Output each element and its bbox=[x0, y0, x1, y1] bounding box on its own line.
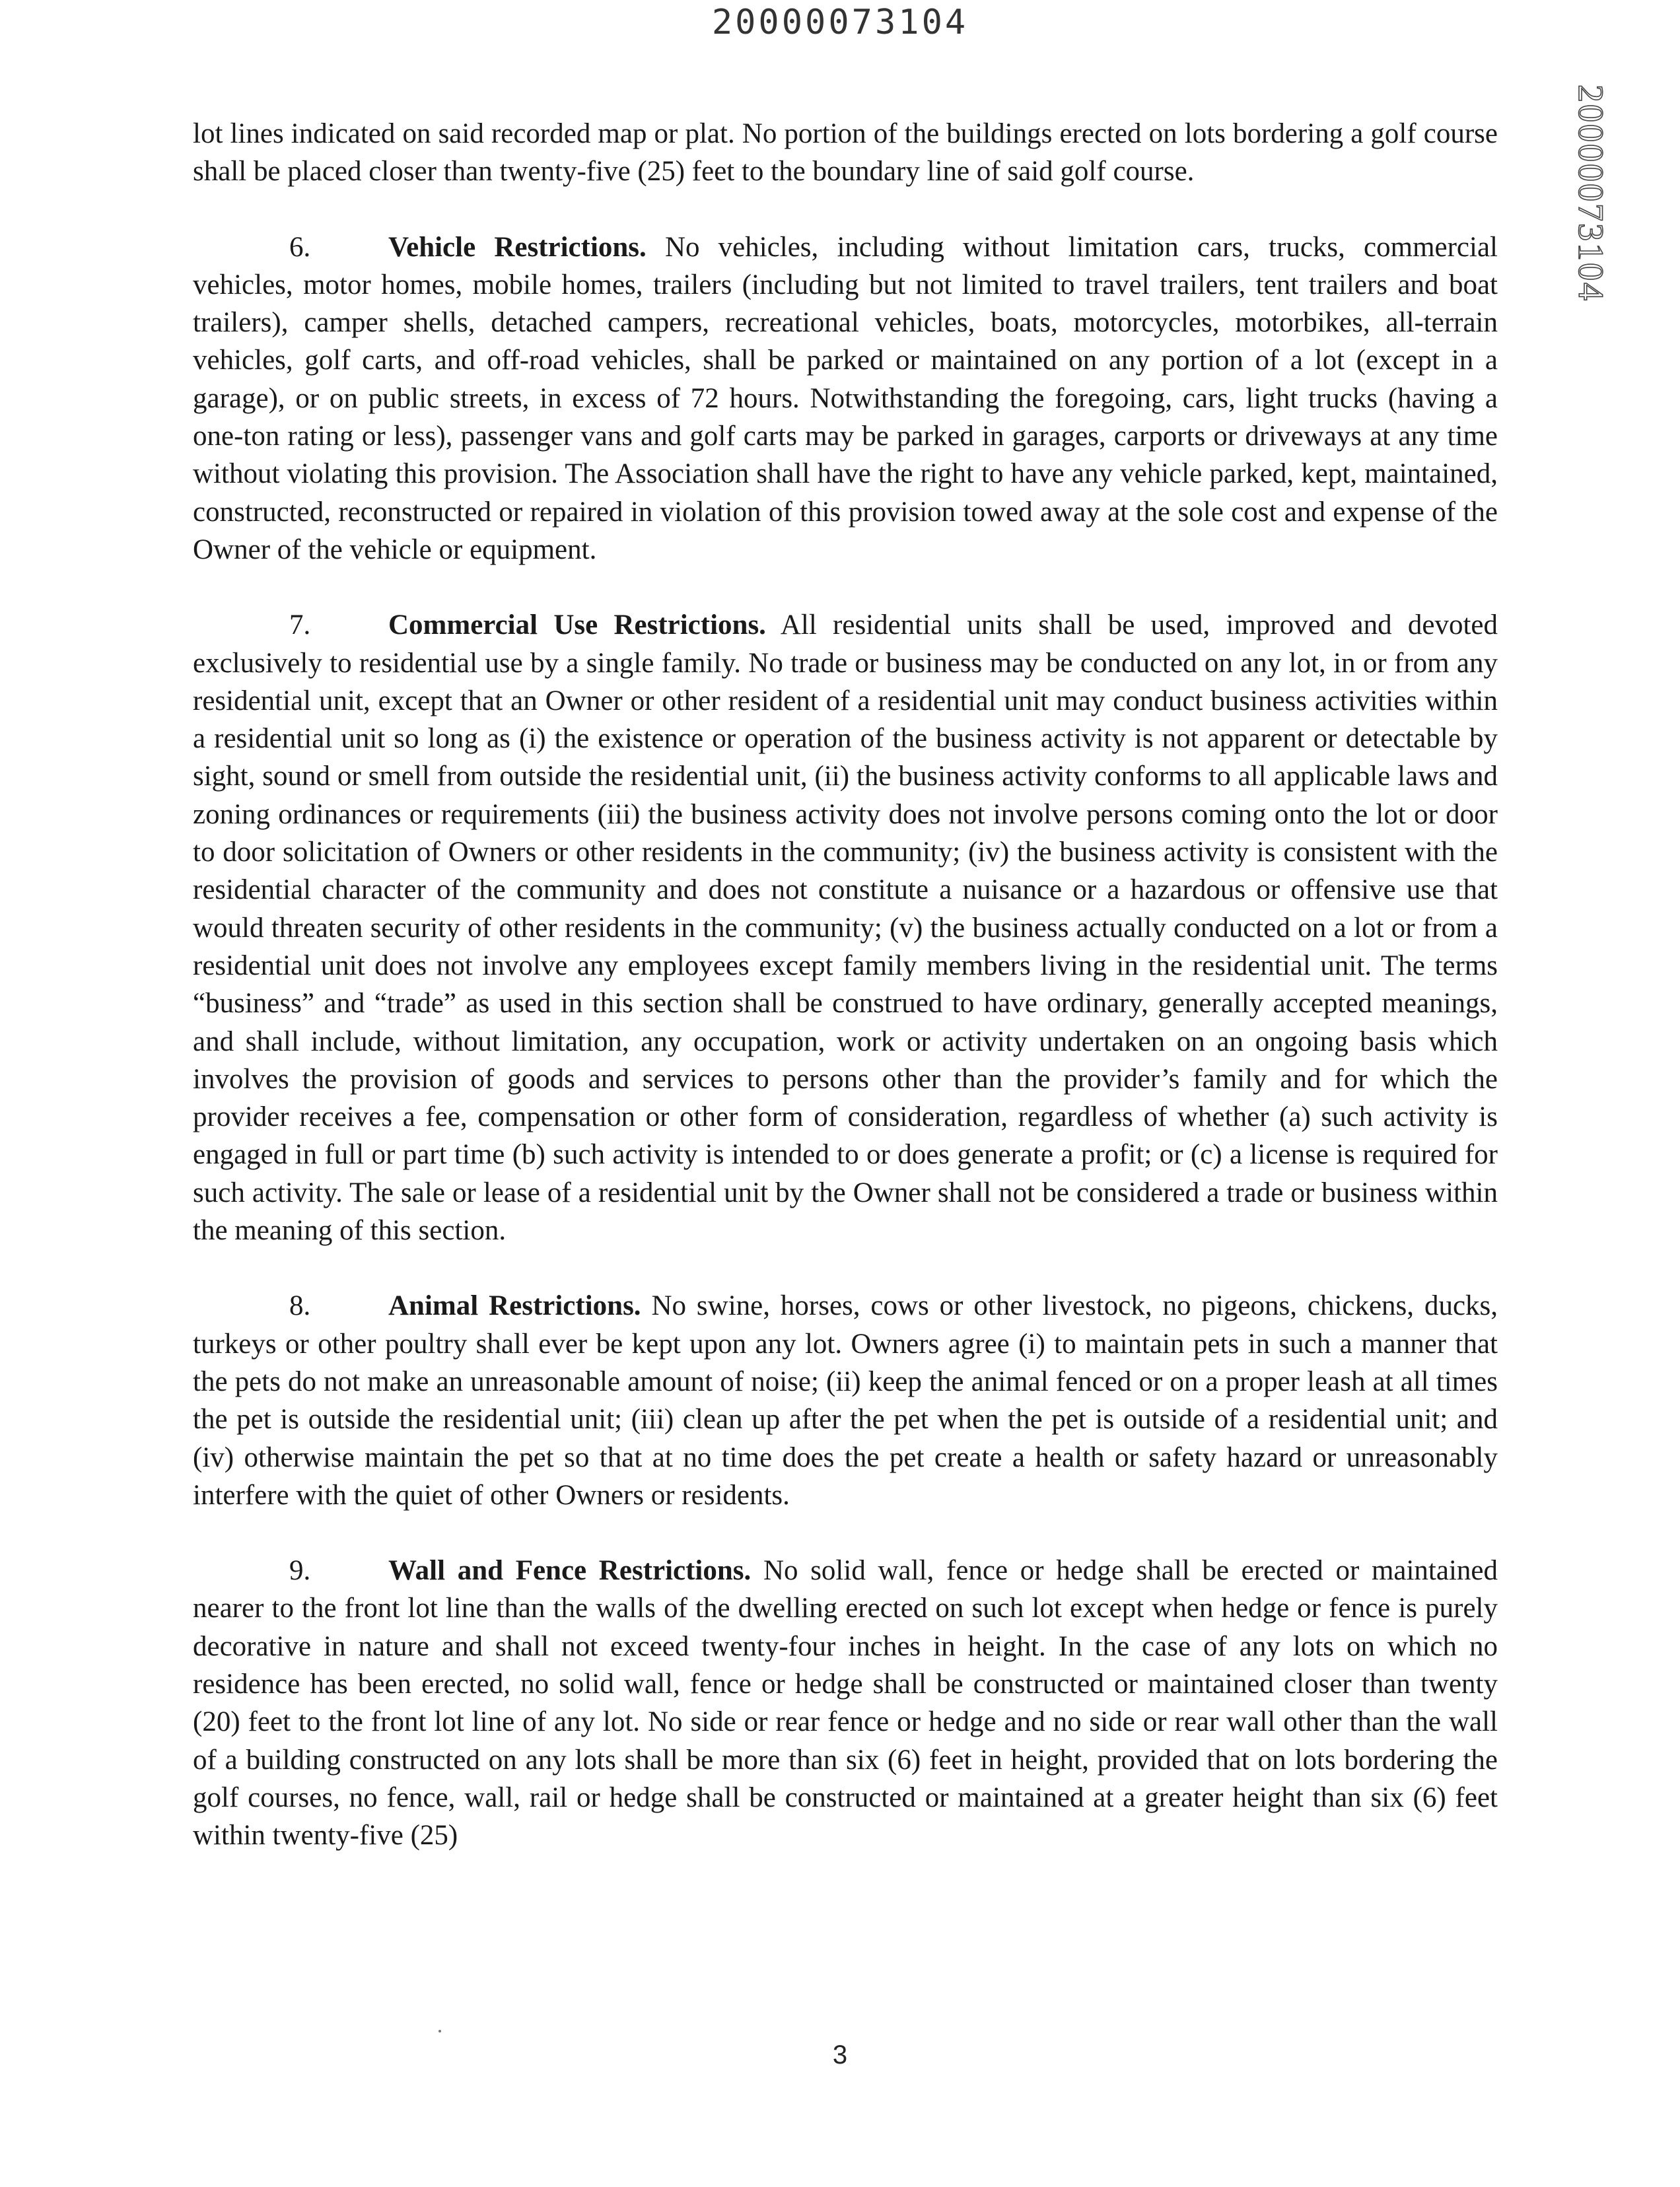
section-number: 8. bbox=[289, 1290, 311, 1322]
section-title: Animal Restrictions. bbox=[388, 1290, 641, 1322]
document-body bbox=[193, 115, 1498, 1892]
section-body: No swine, horses, cows or other livestock, no pigeons, chickens, ducks, turkeys or other poultry shall ever be kept upon any lot. Owners agree (i) to maintain pets in such a manner that the pets do not make an unreasonable amount of noise; (ii) keep the animal fenced or on a proper leash at all times the pet is outside the residential unit; (iii) clean up after the pet when the pet is outside of a residential unit; and (iv) otherwise maintain the pet so that at no time does the pet create a health or safety hazard or unreasonably interfere with the quiet of other Owners or residents. bbox=[193, 1290, 1498, 1511]
section-9 bbox=[193, 1552, 1498, 1854]
section-body: No vehicles, including without limitation cars, trucks, commercial vehicles, motor homes, mobile homes, trailers (including but not limited to travel trailers, tent trailers and boat trailers), camper shells, detached campers, recreational vehicles, boats, motorcycles, motorbikes, all-terrain vehicles, golf carts, and off-road vehicles, shall be parked or maintained on any portion of a lot (except in a garage), or on public streets, in excess of 72 hours. Notwithstanding the foregoing, cars, light trucks (having a one-ton rating or less), passenger vans and golf carts may be parked in garages, carports or driveways at any time without violating this provision. The Association shall have the right to have any vehicle parked, kept, maintained, constructed, reconstructed or repaired in violation of this provision towed away at the sole cost and expense of the Owner of the vehicle or equipment. bbox=[193, 231, 1498, 565]
section-title: Commercial Use Restrictions. bbox=[388, 609, 766, 641]
section-body: All residential units shall be used, improved and devoted exclusively to residential use by a single family. No trade or business may be conducted on any lot, in or from any residential unit, except that an Owner or other resident of a residential unit may conduct business activities within a residential unit so long as (i) the existence or operation of the business activity is not apparent or detectable by sight, sound or smell from outside the residential unit, (ii) the business activity conforms to all applicable laws and zoning ordinances or requirements (iii) the business activity does not involve persons coming onto the lot or door to door solicitation of Owners or other residents in the community; (iv) the business activity is consistent with the residential character of the community and does not constitute a nuisance or a hazardous or offensive use that would threaten security of other residents in the community; (v) the business actually conducted on a lot or from a residential unit does not involve any employees except family members living in the residential unit. The terms “business” and “trade” as used in this section shall be construed to have ordinary, generally accepted meanings, and shall include, without limitation, any occupation, work or activity undertaken on an ongoing basis which involves the provision of goods and services to persons other than the provider’s family and for which the provider receives a fee, compensation or other form of consideration, regardless of whether (a) such activity is engaged in full or part time (b) such activity is intended to or does generate a profit; or (c) a license is required for such activity. The sale or lease of a residential unit by the Owner shall not be considered a trade or business within the meaning of this section. bbox=[193, 609, 1498, 1247]
section-8 bbox=[193, 1287, 1498, 1514]
intro-paragraph: lot lines indicated on said recorded map or plat. No portion of the buildings erected on lots bordering a golf course shall be placed closer than twenty-five (25) feet to the boundary line of said golf course. bbox=[193, 118, 1498, 188]
section-number: 7. bbox=[289, 609, 311, 641]
side-recording-stamp bbox=[1570, 85, 1617, 322]
section-title: Vehicle Restrictions. bbox=[388, 231, 647, 263]
section-6 bbox=[193, 228, 1498, 569]
section-7 bbox=[193, 606, 1498, 1249]
section-number: 6. bbox=[289, 231, 311, 263]
side-stamp-text: 20000073104 bbox=[1571, 85, 1611, 302]
section-title: Wall and Fence Restrictions. bbox=[388, 1555, 752, 1587]
page-number: 3 bbox=[832, 2040, 848, 2069]
section-number: 9. bbox=[289, 1555, 311, 1587]
document-number-header: 20000073104 bbox=[711, 3, 969, 42]
section-body: No solid wall, fence or hedge shall be erected or maintained nearer to the front lot line than the walls of the dwelling erected on such lot except when hedge or fence is purely decorative in nature and shall not exceed twenty-four inches in height. In the case of any lots on which no residence has been erected, no solid wall, fence or hedge shall be constructed or maintained closer than twenty (20) feet to the front lot line of any lot. No side or rear fence or hedge and no side or rear wall other than the wall of a building constructed on any lots shall be more than six (6) feet in height, provided that on lots bordering the golf courses, no fence, wall, rail or hedge shall be constructed or maintained at a greater height than six (6) feet within twenty-five (25) bbox=[193, 1555, 1498, 1852]
scan-speck bbox=[438, 2030, 441, 2032]
